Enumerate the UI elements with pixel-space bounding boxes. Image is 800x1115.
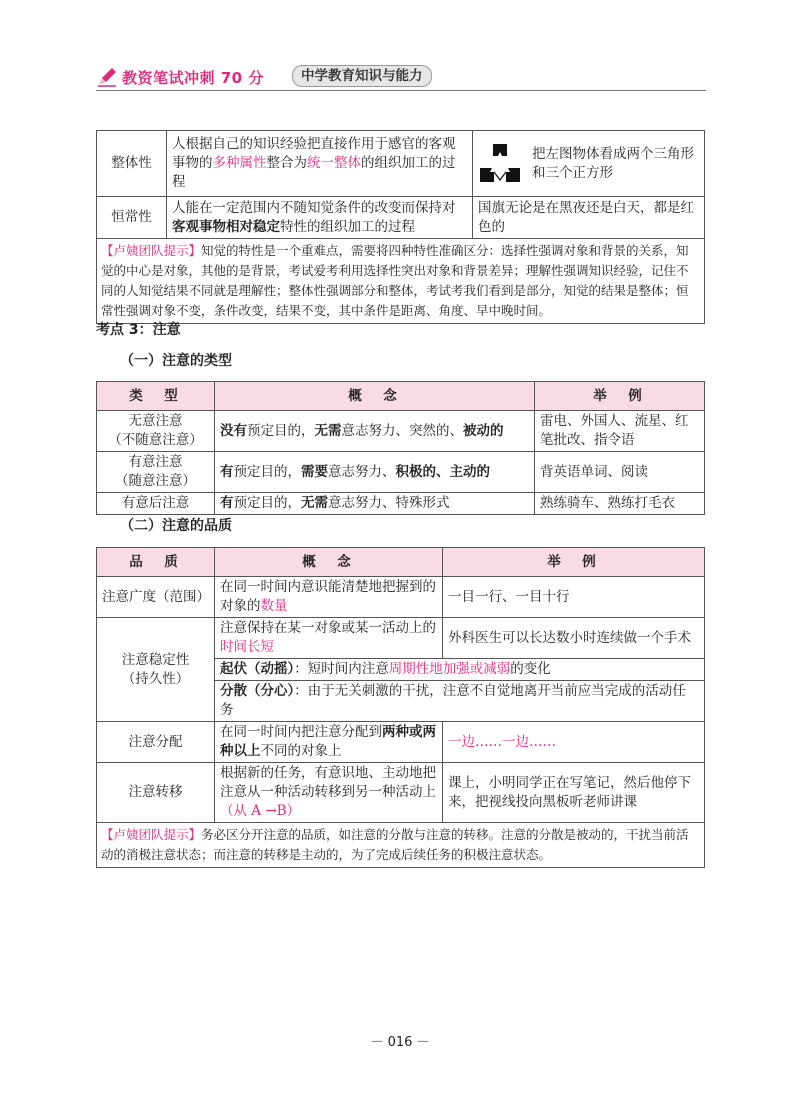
book-title: 教资笔试冲刺 70 分: [122, 69, 264, 87]
quality-example: 外科医生可以长达数小时连续做一个手术: [443, 618, 705, 659]
type-concept: 没有预定目的，无需意志努力、突然的、被动的: [215, 411, 535, 452]
table-row: [97, 763, 705, 823]
row-name: 恒常性: [97, 197, 167, 239]
quality-concept: 在同一时间内把注意分配到两种或两种以上不同的对象上: [215, 722, 443, 763]
col-header-example: 举 例: [443, 548, 705, 577]
quality-example: 课上，小明同学正在写笔记，然后他停下来，把视线投向黑板听老师讲课: [443, 763, 705, 823]
table-row: [97, 411, 705, 452]
subsection-heading: （一）注意的类型: [120, 353, 232, 369]
header-row: [97, 548, 705, 577]
type-name: 有意注意 （随意注意）: [97, 452, 215, 493]
quality-name: 注意广度（范围）: [97, 577, 215, 618]
quality-concept: 根据新的任务，有意识地、主动地把注意从一种活动转移到另一种活动上（从 A →B）: [215, 763, 443, 823]
type-name: 无意注意 （不随意注意）: [97, 411, 215, 452]
col-header-concept: 概 念: [215, 548, 443, 577]
quality-example: 一目一行、一目十行: [443, 577, 705, 618]
type-concept: 有预定目的，无需意志努力、特殊形式: [215, 493, 535, 515]
pencil-icon: [96, 66, 118, 88]
fluctuation-note: 起伏（动摇）：短时间内注意周期性地加强或减弱的变化: [215, 659, 705, 681]
distraction-note: 分散（分心）：由于无关刺激的干扰，注意不自觉地离开当前应当完成的活动任务: [215, 681, 705, 722]
quality-concept: 注意保持在某一对象或某一活动上的时间长短: [215, 618, 443, 659]
type-name: 有意后注意: [97, 493, 215, 515]
table-row: [97, 131, 705, 197]
note-row: [97, 239, 705, 324]
triangle-squares-figure: [478, 142, 522, 186]
col-header-concept: 概 念: [215, 382, 535, 411]
quality-name: 注意稳定性 （持久性）: [97, 618, 215, 722]
row-example: 把左图物体看成两个三角形和三个正方形: [473, 131, 705, 197]
subject-tag: 中学教育知识与能力: [292, 65, 432, 87]
type-example: 熟练骑车、熟练打毛衣: [535, 493, 705, 515]
table-row: [97, 493, 705, 515]
row-concept: 人根据自己的知识经验把直接作用于感官的客观事物的多种属性整合为统一整体的组织加工的过程: [167, 131, 473, 197]
col-header-example: 举 例: [535, 382, 705, 411]
page-header: [96, 64, 706, 92]
header-rule: [96, 90, 706, 91]
quality-name: 注意分配: [97, 722, 215, 763]
col-header-quality: 品 质: [97, 548, 215, 577]
subsection-heading: （二）注意的品质: [120, 518, 232, 534]
quality-example: 一边……一边……: [443, 722, 705, 763]
table-row: [97, 618, 705, 659]
table-row: [97, 577, 705, 618]
quality-name: 注意转移: [97, 763, 215, 823]
team-tip: 【卢姨团队提示】务必区分开注意的品质，如注意的分散与注意的转移。注意的分散是被动的，干扰当前活动的消极注意状态；而注意的转移是主动的，为了完成后续任务的积极注意状态。: [97, 823, 705, 868]
perception-table: [96, 130, 705, 324]
table-row: [97, 197, 705, 239]
table-row: [97, 452, 705, 493]
type-example: 背英语单词、阅读: [535, 452, 705, 493]
attention-qualities-table: [96, 547, 705, 868]
page-number: － 016 －: [370, 1035, 430, 1050]
table-row: [97, 722, 705, 763]
header-row: [97, 382, 705, 411]
type-example: 雷电、外国人、流星、红笔批改、指令语: [535, 411, 705, 452]
row-concept: 人能在一定范围内不随知觉条件的改变而保持对客观事物相对稳定特性的组织加工的过程: [167, 197, 473, 239]
team-tip: 【卢姨团队提示】知觉的特性是一个重难点，需要将四种特性准确区分：选择性强调对象和背景的关系，知觉的中心是对象，其他的是背景，考试爱考利用选择性突出对象和背景差异；理解性强调知识经验，记住不同的人知觉结果不同就是理解性；整体性强调部分和整体，考试考我们看到是部分，知觉的结果是整体；恒常性强调对象不变，条件改变，结果不变，其中条件是距离、角度、早中晚时间。: [97, 239, 705, 324]
row-name: 整体性: [97, 131, 167, 197]
row-example: 国旗无论是在黑夜还是白天，都是红色的: [473, 197, 705, 239]
quality-concept: 在同一时间内意识能清楚地把握到的对象的数量: [215, 577, 443, 618]
section-heading: 考点 3：注意: [96, 322, 181, 338]
note-row: [97, 823, 705, 868]
attention-types-table: [96, 381, 705, 515]
type-concept: 有预定目的，需要意志努力、积极的、主动的: [215, 452, 535, 493]
col-header-type: 类 型: [97, 382, 215, 411]
